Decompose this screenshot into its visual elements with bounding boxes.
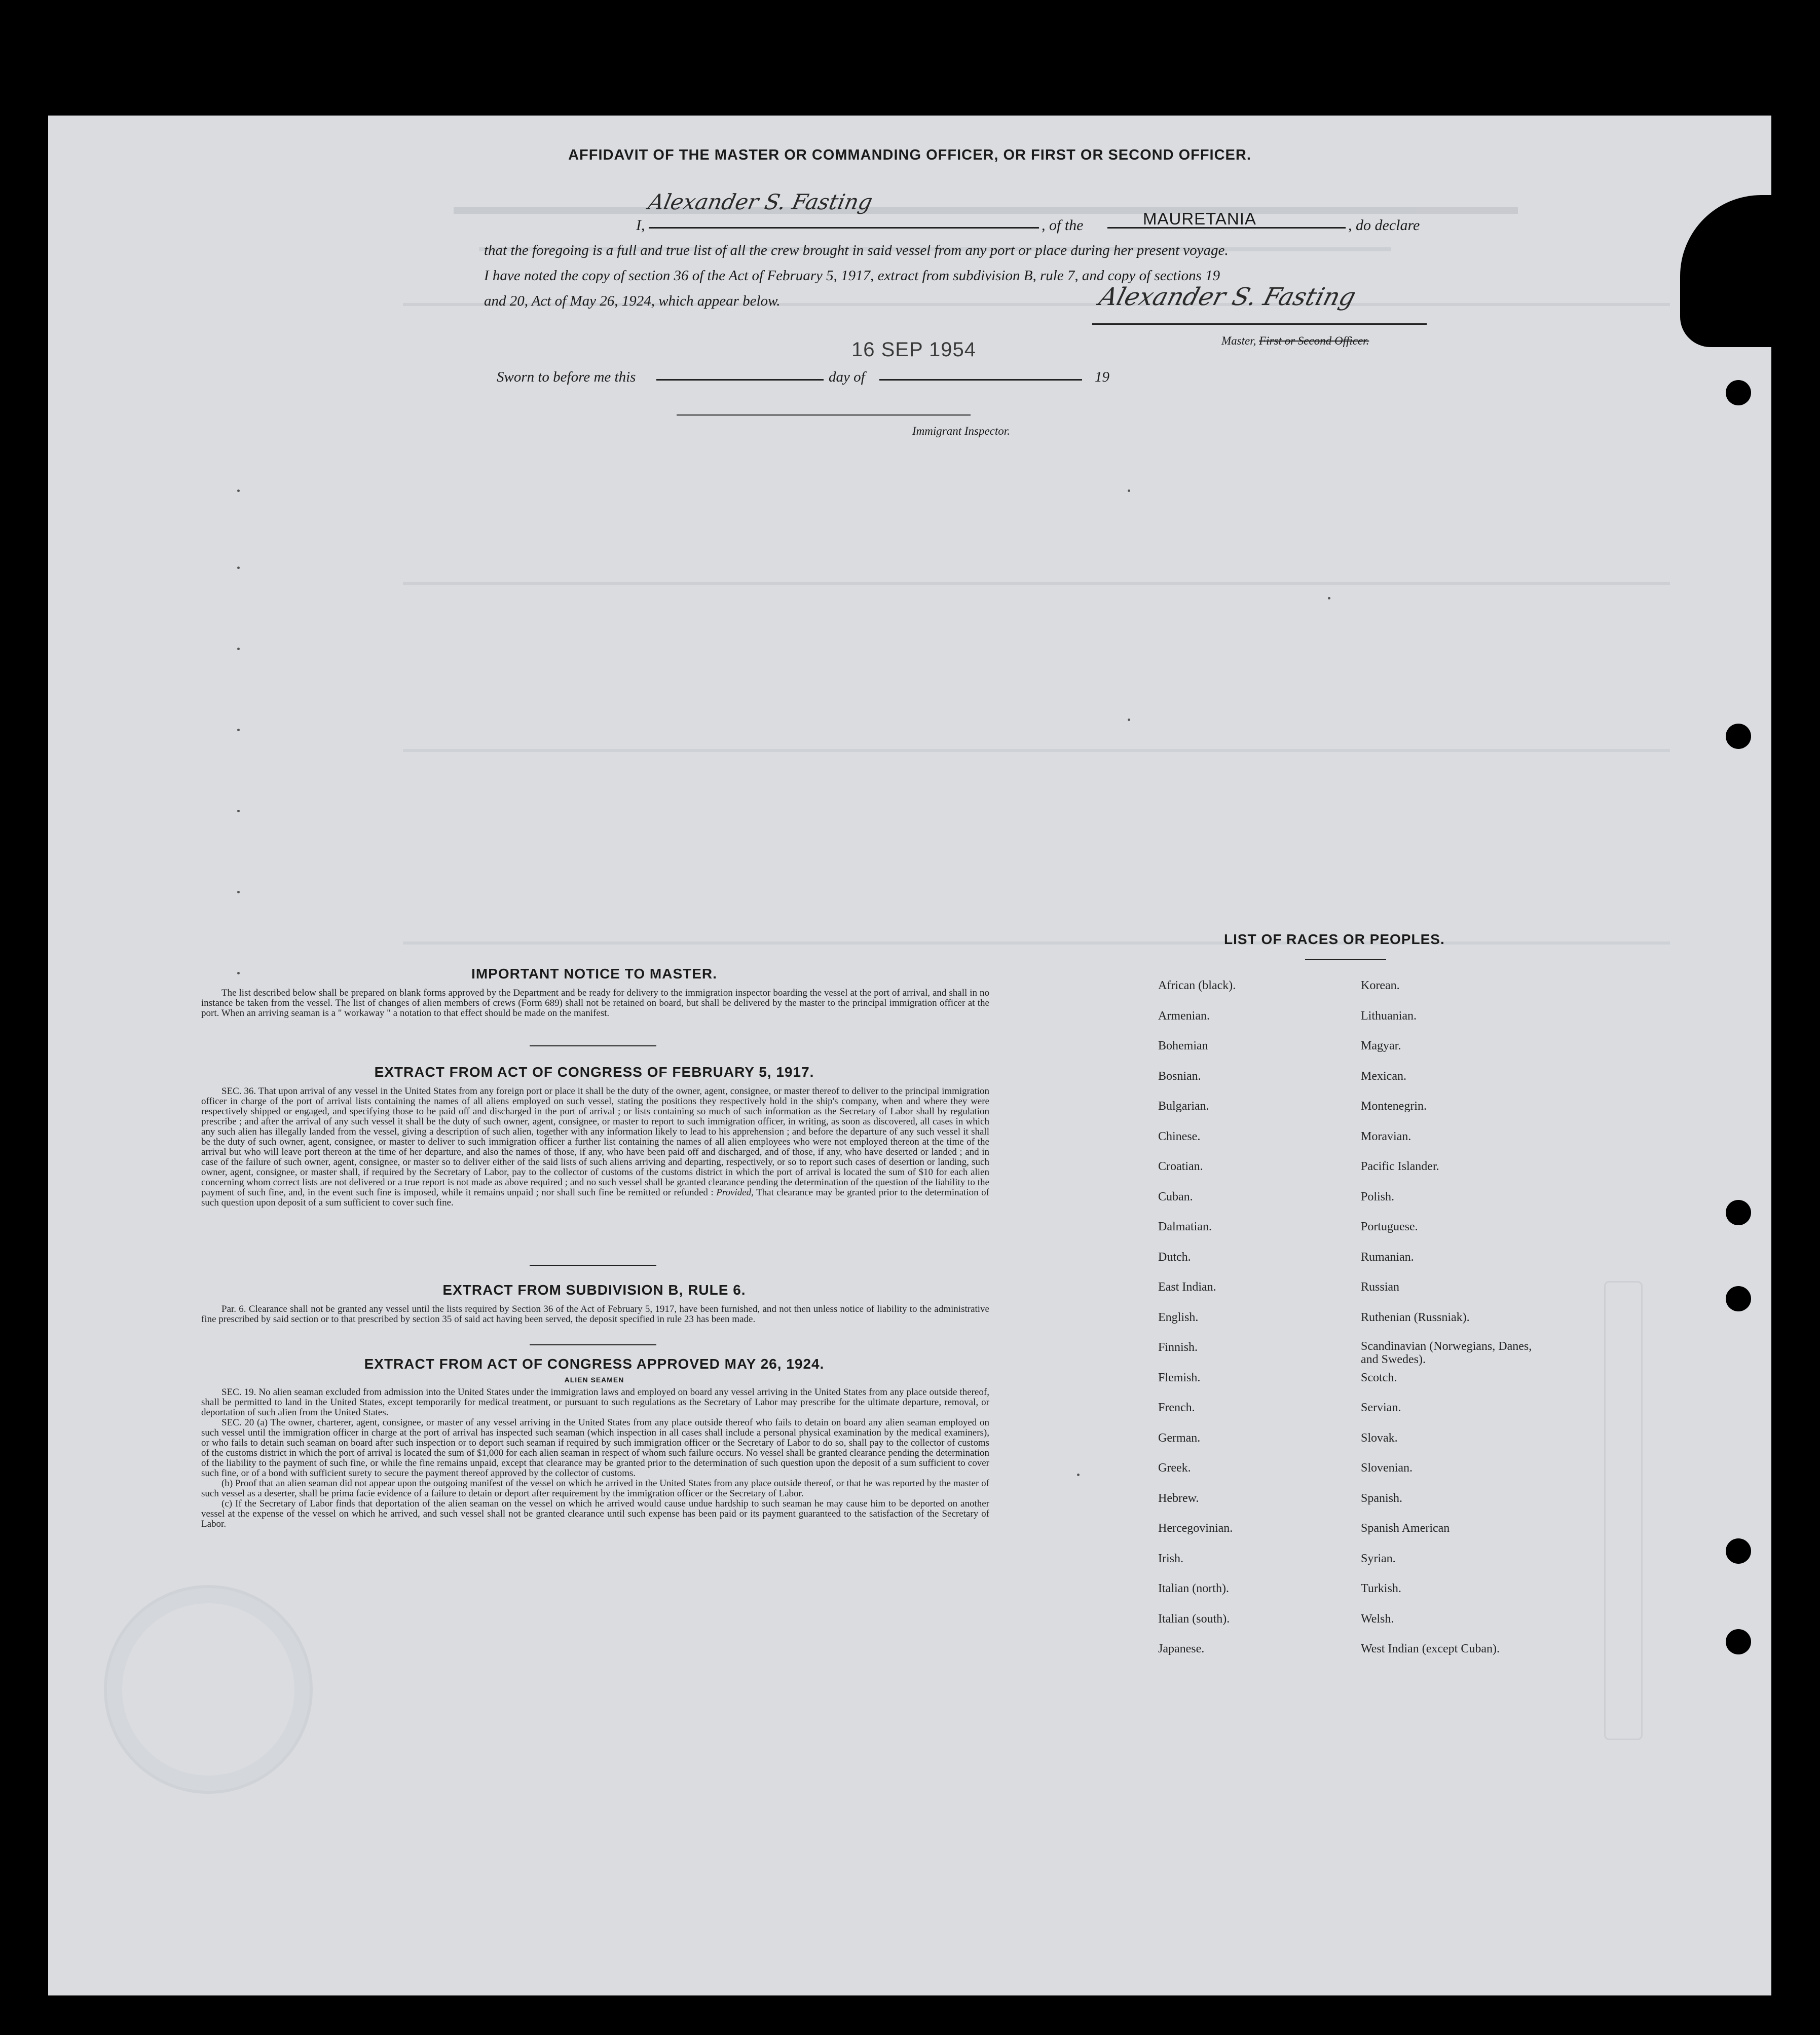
extract-rule6-body — [201, 1304, 989, 1325]
race-item: French. — [1158, 1401, 1195, 1414]
speck — [1128, 489, 1130, 492]
race-item: Chinese. — [1158, 1129, 1201, 1143]
punch-hole — [1726, 1286, 1751, 1311]
affidavit-pronoun: I, — [636, 217, 645, 234]
race-item: Ruthenian (Russniak). — [1361, 1310, 1470, 1324]
sworn-day-line — [656, 379, 824, 381]
race-item: Flemish. — [1158, 1371, 1201, 1384]
signer-role — [1221, 334, 1369, 348]
race-item: Montenegrin. — [1361, 1100, 1427, 1113]
race-item: Armenian. — [1158, 1009, 1210, 1023]
master-name-line — [649, 227, 1039, 229]
inspector-signature-line — [677, 414, 971, 416]
signer-role-struck: First or Second Officer. — [1259, 334, 1369, 347]
extract-rule6-title: EXTRACT FROM SUBDIVISION B, RULE 6. — [442, 1282, 746, 1298]
sworn-text: Sworn to before me this — [497, 369, 636, 385]
race-item: Servian. — [1361, 1401, 1401, 1414]
do-declare-label: , do declare — [1348, 217, 1420, 234]
extract-1924-subtitle: ALIEN SEAMEN — [564, 1376, 624, 1384]
affidavit-title: AFFIDAVIT OF THE MASTER OR COMMANDING OFFICER, OR FIRST OR SECOND OFFICER. — [568, 147, 1251, 163]
race-item: Russian — [1361, 1280, 1400, 1294]
sec20b-paragraph: (b) Proof that an alien seaman did not appear upon the outgoing manifest of the vessel on which he arrived in the United States from any place outside thereof, or that he was reported by the master of such vessel as a deserter, shall be prima facie evidence of a failure to detain or deport after requirement by the immigration officer or the Secretary of Labor. — [201, 1478, 989, 1499]
signer-role-master: Master, — [1221, 334, 1259, 347]
proviso-text: That clearance may be granted prior to the determination of such question upon deposit of a sum sufficient to cover such fine. — [201, 1187, 989, 1208]
races-divider — [1305, 959, 1386, 960]
extract-1924-body — [201, 1387, 989, 1529]
embossed-seal — [104, 1585, 313, 1794]
speck — [237, 810, 240, 812]
notice-paragraph: The list described below shall be prepared on blank forms approved by the Department and be ready for delivery to the immigration inspector boarding the vessel at the port of arrival, and shall in no instance be taken from the vessel. The list of changes of alien members of crews (Form 689) shall not be retained on board, but shall be delivered by the master to the principal immigration officer at the port. When an arriving seaman is a " workaway " a notation to that effect should be made on the manifest. — [201, 988, 989, 1019]
speck — [1328, 597, 1330, 599]
notice-body — [201, 988, 989, 1019]
extract-1917-title: EXTRACT FROM ACT OF CONGRESS OF FEBRUARY 5, 1917. — [374, 1064, 814, 1080]
speck — [237, 489, 240, 492]
vessel-name-line — [1107, 227, 1346, 229]
race-item: Slovak. — [1361, 1431, 1398, 1445]
of-the-label: , of the — [1042, 217, 1084, 234]
speck — [237, 648, 240, 650]
sec19-paragraph: SEC. 19. No alien seaman excluded from admission into the United States under the immigration laws and employed on board any vessel arriving in the United States from any place outside thereof, shall be permitted to land in the United States, except temporarily for medical treatment, or pursuant to such regulations as the Secretary of Labor may prescribe for the ultimate departure, removal, or deportation of such alien from the United States. — [201, 1387, 989, 1418]
sworn-month-line — [879, 379, 1082, 381]
notice-title: IMPORTANT NOTICE TO MASTER. — [471, 966, 717, 982]
race-item: Turkish. — [1361, 1582, 1401, 1595]
divider — [530, 1344, 656, 1345]
race-item: Korean. — [1361, 979, 1400, 992]
race-item: Lithuanian. — [1361, 1009, 1417, 1023]
race-item: Irish. — [1158, 1552, 1183, 1565]
race-item: Polish. — [1361, 1190, 1395, 1203]
race-item: Bohemian — [1158, 1039, 1208, 1052]
race-item: Italian (south). — [1158, 1612, 1230, 1626]
sec20a-paragraph: SEC. 20 (a) The owner, charterer, agent, consignee, or master of any vessel arriving in the United States from any place outside thereof who fails to detain on board any alien seaman employed on such vessel until the immigration officer in charge at the port of arrival has inspected such seaman (which inspection in all cases shall include a personal physical examination by the medical examiners), or who fails to detain such seaman on board after such inspection or to deport such seaman if required by such immigration officer or the Secretary of Labor to do so, shall pay to the collector of customs of the customs district in which the port of arrival is located the sum of $1,000 for each alien seaman in respect of whom such failure occurs. No vessel shall be granted clearance pending the determination of the liability to the payment of such fine, or while the fine remains unpaid, except that clearance may be granted prior to the determination of such question upon the deposit of a sum sufficient to cover such fine, or of a bond with sufficient surety to secure the payment thereof approved by the collector of customs. — [201, 1417, 989, 1479]
race-item: Portuguese. — [1361, 1220, 1418, 1233]
race-item: Scotch. — [1361, 1371, 1397, 1384]
affidavit-line-4: and 20, Act of May 26, 1924, which appear below. — [484, 293, 781, 309]
race-item: Greek. — [1158, 1461, 1191, 1475]
race-item: Magyar. — [1361, 1039, 1401, 1052]
race-item: Dalmatian. — [1158, 1220, 1212, 1233]
race-item: Hercegovinian. — [1158, 1522, 1233, 1535]
document-page — [48, 116, 1771, 1995]
punch-hole — [1726, 380, 1751, 405]
edge-stamp — [1604, 1281, 1643, 1740]
speck — [237, 891, 240, 893]
inspector-label: Immigrant Inspector. — [912, 425, 1010, 437]
punch-hole — [1726, 1200, 1751, 1225]
race-item: Spanish American — [1361, 1522, 1450, 1535]
race-item: German. — [1158, 1431, 1201, 1445]
race-item: Rumanian. — [1361, 1250, 1414, 1264]
race-item: Japanese. — [1158, 1642, 1205, 1655]
race-item: Hebrew. — [1158, 1491, 1199, 1505]
race-item: Finnish. — [1158, 1341, 1198, 1354]
race-item: Syrian. — [1361, 1552, 1396, 1565]
year-prefix: 19 — [1095, 369, 1109, 385]
races-right-column — [1361, 978, 1548, 1672]
proviso-word: Provided, — [716, 1187, 754, 1198]
races-title: LIST OF RACES OR PEOPLES. — [1224, 931, 1445, 947]
race-item: West Indian (except Cuban). — [1361, 1642, 1500, 1655]
extract-1924-title: EXTRACT FROM ACT OF CONGRESS APPROVED MAY 26, 1924. — [364, 1356, 825, 1372]
speck — [237, 567, 240, 569]
master-signature: Alexander S. Fasting — [1096, 283, 1359, 311]
race-item: Cuban. — [1158, 1190, 1193, 1203]
race-item: Mexican. — [1361, 1069, 1406, 1083]
affidavit-line-3: I have noted the copy of section 36 of the Act of February 5, 1917, extract from subdivision B, rule 7, and copy of sections 19 — [484, 268, 1220, 284]
speck — [1077, 1474, 1080, 1476]
day-of-label: day of — [829, 369, 865, 385]
sec36-text: SEC. 36. That upon arrival of any vessel in the United States from any foreign port or place it shall be the duty of the owner, agent, consignee, or master thereof to deliver to the principal immigration officer in charge of the port of arrival lists containing the names of all aliens employed on such vessel, stating the positions they respectively hold in the ship's company, when and where they were respectively shipped or engaged, and specifying those to be paid off and discharged in the port of arrival ; or lists containing so much of such information as the Secretary of Labor shall by regulation prescribe ; and after the arrival of any such vessel it shall be the duty of such owner, agent, consignee, or master to report to such immigration officer, in writing, as soon as discovered, all cases in which any such alien has illegally landed from the vessel, giving a description of such alien, together with any information likely to lead to his apprehension ; and before the departure of any such vessel it shall be the duty of such owner, agent, consignee, or master to deliver to such immigration officer a further list containing the names of all alien employees who were not employed thereon at the time of the arrival but who will leave port thereon at the time of her departure, and also the names of those, if any, who have been paid off and discharged, and of those, if any, who have deserted or landed ; and in case of the failure of such owner, agent, consignee, or master so to deliver either of the said lists of such aliens arriving and departing, respectively, or so to report such cases of desertion or landing, such owner, agent, consignee, or master shall, if required by the Secretary of Labor, pay to the collector of customs of the customs district in which the port of arrival is located the sum of $10 for each alien concerning whom correct lists are not delivered or a true report is not made as above required ; and no such vessel shall be granted clearance pending the determination of the question of the liability to the payment of such fine, and, in the event such fine is imposed, while it remains unpaid ; nor shall such fine be remitted or refunded : — [201, 1086, 989, 1198]
speck — [1128, 719, 1130, 721]
races-left-column — [1158, 978, 1236, 1672]
race-item: Bosnian. — [1158, 1069, 1201, 1083]
race-item: Croatian. — [1158, 1160, 1203, 1173]
race-item: Spanish. — [1361, 1491, 1403, 1505]
race-item: Pacific Islander. — [1361, 1160, 1439, 1173]
sec20c-paragraph: (c) If the Secretary of Labor finds that deportation of the alien seaman on the vessel on which he arrived would cause undue hardship to such seaman he may cause him to be deported on another vessel at the expense of the vessel on which he arrived, and such vessel shall not be granted clearance until such expense has been paid or its payment guaranteed to the satisfaction of the Secretary of Labor. — [201, 1498, 989, 1529]
race-item: Dutch. — [1158, 1250, 1191, 1264]
divider — [530, 1045, 656, 1046]
affidavit-line-2: that the foregoing is a full and true list of all the crew brought in said vessel from any port or place during her present voyage. — [484, 242, 1229, 258]
date-stamp: 16 SEP 1954 — [851, 338, 977, 361]
race-item: Scandinavian (Norwegians, Danes, and Swedes). — [1361, 1340, 1532, 1366]
race-item: Welsh. — [1361, 1612, 1394, 1626]
race-item: Bulgarian. — [1158, 1100, 1209, 1113]
rule6-paragraph: Par. 6. Clearance shall not be granted any vessel until the lists required by Section 36 of the Act of February 5, 1917, have been furnished, and not then unless notice of liability to the administrative fine prescribed by said section or to that prescribed by section 35 of said act having been served, the deposit specified in rule 23 has been made. — [201, 1304, 989, 1325]
signature-line — [1092, 323, 1427, 325]
race-item: Slovenian. — [1361, 1461, 1413, 1475]
vessel-name: MAURETANIA — [1143, 209, 1256, 228]
master-name-handwritten: Alexander S. Fasting — [646, 190, 875, 214]
race-item: Italian (north). — [1158, 1582, 1229, 1595]
race-item: East Indian. — [1158, 1280, 1216, 1294]
speck — [237, 729, 240, 731]
divider — [530, 1265, 656, 1266]
extract-1917-body — [201, 1086, 989, 1208]
race-item: African (black). — [1158, 979, 1236, 992]
race-item: Moravian. — [1361, 1129, 1412, 1143]
punch-hole — [1726, 1538, 1751, 1564]
punch-hole — [1726, 724, 1751, 749]
race-item: English. — [1158, 1310, 1199, 1324]
punch-hole — [1726, 1629, 1751, 1654]
